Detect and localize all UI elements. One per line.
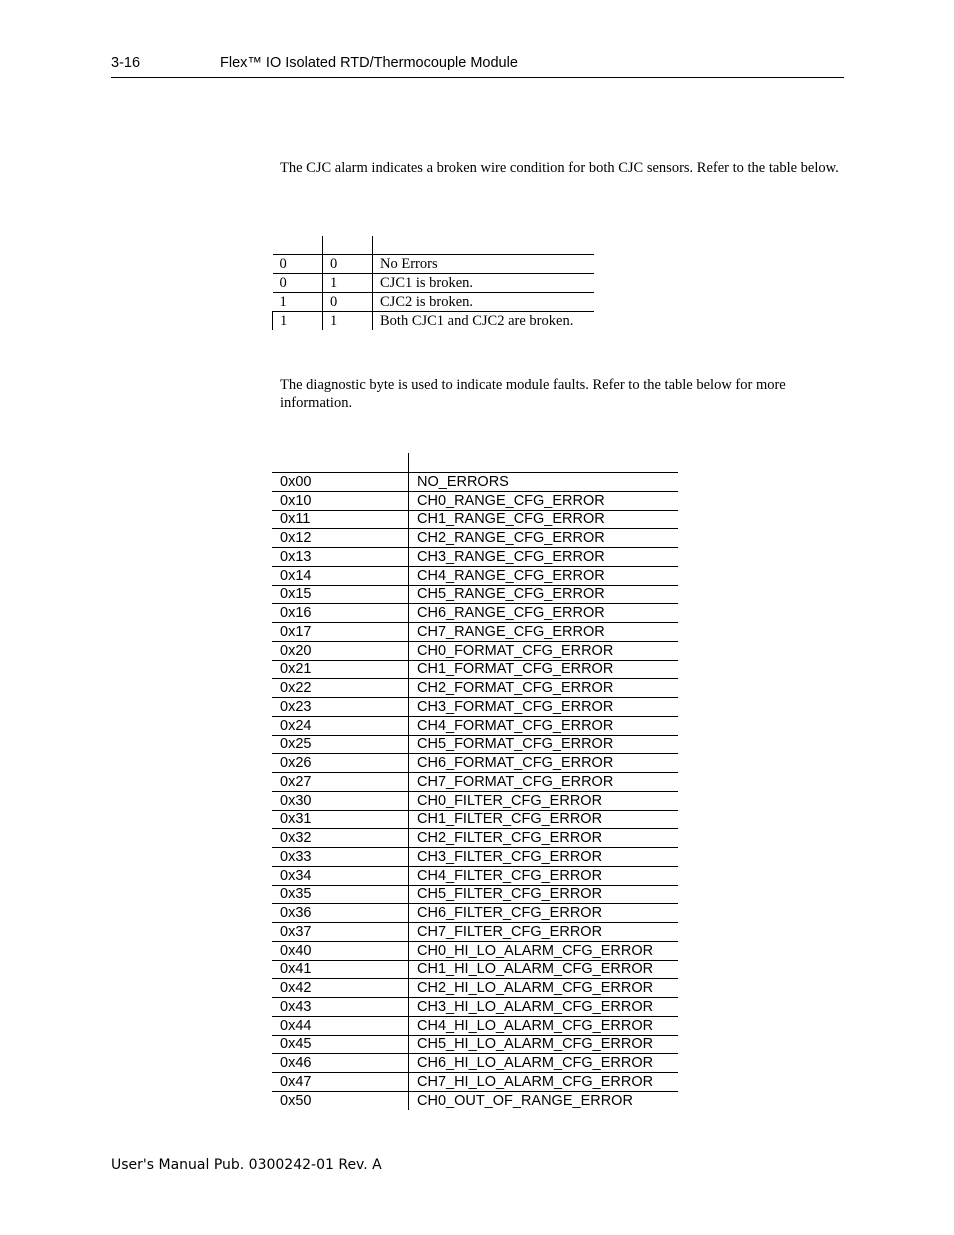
diag-error-name-cell: CH7_RANGE_CFG_ERROR <box>409 623 679 642</box>
diag-table-header-row <box>272 453 678 473</box>
diag-error-name-cell: CH5_FILTER_CFG_ERROR <box>409 885 679 904</box>
cjc-table-row <box>273 274 595 293</box>
cjc-bit-cell: 0 <box>323 293 373 312</box>
diag-error-name-cell: CH7_FORMAT_CFG_ERROR <box>409 773 679 792</box>
diag-error-name-cell: NO_ERRORS <box>409 473 679 492</box>
cjc-description-cell: CJC1 is broken. <box>373 274 595 293</box>
diag-table-row <box>272 923 678 942</box>
diag-code-cell: 0x43 <box>272 998 409 1017</box>
diag-code-cell: 0x47 <box>272 1073 409 1092</box>
diag-error-name-cell: CH6_HI_LO_ALARM_CFG_ERROR <box>409 1054 679 1073</box>
diag-code-cell: 0x23 <box>272 698 409 717</box>
page-footer: User's Manual Pub. 0300242-01 Rev. A <box>111 1157 382 1173</box>
diag-table-row <box>272 1091 678 1109</box>
cjc-header-cell <box>373 236 595 255</box>
diag-table-row <box>272 473 678 492</box>
page-number: 3-16 <box>111 55 141 71</box>
diag-code-cell: 0x20 <box>272 641 409 660</box>
cjc-description-cell: CJC2 is broken. <box>373 293 595 312</box>
diag-code-cell: 0x35 <box>272 885 409 904</box>
diag-code-cell: 0x34 <box>272 866 409 885</box>
diag-code-cell: 0x15 <box>272 585 409 604</box>
diag-table-row <box>272 848 678 867</box>
diag-table-row <box>272 641 678 660</box>
diag-table-row <box>272 1035 678 1054</box>
diag-code-cell: 0x45 <box>272 1035 409 1054</box>
diag-error-name-cell: CH6_FORMAT_CFG_ERROR <box>409 754 679 773</box>
page-header <box>111 55 844 78</box>
diag-code-cell: 0x44 <box>272 1016 409 1035</box>
cjc-table-row <box>273 312 595 331</box>
diag-code-cell: 0x12 <box>272 529 409 548</box>
diag-code-cell: 0x26 <box>272 754 409 773</box>
diag-code-cell: 0x25 <box>272 735 409 754</box>
diag-code-cell: 0x33 <box>272 848 409 867</box>
diag-error-name-cell: CH3_FILTER_CFG_ERROR <box>409 848 679 867</box>
diag-code-cell: 0x31 <box>272 810 409 829</box>
cjc-bit-cell: 1 <box>273 293 323 312</box>
diag-table-row <box>272 998 678 1017</box>
diag-error-name-cell: CH0_FILTER_CFG_ERROR <box>409 791 679 810</box>
diag-error-name-cell: CH0_FORMAT_CFG_ERROR <box>409 641 679 660</box>
diag-code-cell: 0x40 <box>272 941 409 960</box>
diag-error-name-cell: CH2_FORMAT_CFG_ERROR <box>409 679 679 698</box>
cjc-description-cell: Both CJC1 and CJC2 are broken. <box>380 313 574 329</box>
diag-table-row <box>272 604 678 623</box>
diag-table-row <box>272 698 678 717</box>
diag-error-name-cell: CH4_HI_LO_ALARM_CFG_ERROR <box>409 1016 679 1035</box>
cjc-bit-cell: 1 <box>273 312 323 331</box>
diag-table-row <box>272 1073 678 1092</box>
diag-code-cell: 0x17 <box>272 623 409 642</box>
diag-error-name-cell: CH0_HI_LO_ALARM_CFG_ERROR <box>409 941 679 960</box>
diag-code-cell: 0x41 <box>272 960 409 979</box>
diag-table-row <box>272 791 678 810</box>
diag-table-row <box>272 510 678 529</box>
diag-code-cell: 0x30 <box>272 791 409 810</box>
diag-error-name-cell: CH2_FILTER_CFG_ERROR <box>409 829 679 848</box>
diag-code-cell: 0x50 <box>272 1091 409 1109</box>
diag-error-name-cell: CH5_RANGE_CFG_ERROR <box>409 585 679 604</box>
diag-error-name-cell: CH5_FORMAT_CFG_ERROR <box>409 735 679 754</box>
diagnostic-table-body <box>272 453 678 1110</box>
cjc-header-cell <box>273 236 323 255</box>
diag-table-row <box>272 1016 678 1035</box>
cjc-bit-cell: 1 <box>323 274 373 293</box>
diag-code-cell: 0x10 <box>272 491 409 510</box>
diag-table-row <box>272 979 678 998</box>
cjc-header-cell <box>323 236 373 255</box>
diag-code-cell: 0x27 <box>272 773 409 792</box>
diag-error-name-cell: CH4_RANGE_CFG_ERROR <box>409 566 679 585</box>
diag-table-row <box>272 660 678 679</box>
diag-code-cell: 0x22 <box>272 679 409 698</box>
diag-code-cell: 0x11 <box>272 510 409 529</box>
diag-table-row <box>272 829 678 848</box>
diag-table-row <box>272 679 678 698</box>
cjc-bit-cell: 0 <box>273 274 323 293</box>
diag-error-name-cell: CH1_FILTER_CFG_ERROR <box>409 810 679 829</box>
cjc-table-header-row <box>273 236 595 255</box>
diag-code-cell: 0x21 <box>272 660 409 679</box>
diag-table-row <box>272 866 678 885</box>
diag-error-name-cell: CH3_HI_LO_ALARM_CFG_ERROR <box>409 998 679 1017</box>
diag-error-name-cell: CH6_RANGE_CFG_ERROR <box>409 604 679 623</box>
diag-table-row <box>272 735 678 754</box>
diag-table-row <box>272 585 678 604</box>
cjc-table-row <box>273 255 595 274</box>
diagnostic-byte-paragraph: The diagnostic byte is used to indicate module faults. Refer to the table below for more information. <box>280 377 786 411</box>
diag-table-row <box>272 941 678 960</box>
diag-code-cell: 0x46 <box>272 1054 409 1073</box>
diag-table-row <box>272 529 678 548</box>
diag-code-cell: 0x32 <box>272 829 409 848</box>
diag-error-name-cell: CH2_RANGE_CFG_ERROR <box>409 529 679 548</box>
diag-table-row <box>272 491 678 510</box>
cjc-alarm-paragraph: The CJC alarm indicates a broken wire condition for both CJC sensors. Refer to the table below. <box>280 160 839 176</box>
cjc-alarm-table <box>272 236 594 330</box>
diag-error-name-cell: CH4_FILTER_CFG_ERROR <box>409 866 679 885</box>
diag-error-name-cell: CH7_FILTER_CFG_ERROR <box>409 923 679 942</box>
diag-code-cell: 0x14 <box>272 566 409 585</box>
cjc-description-cell: No Errors <box>373 255 595 274</box>
diag-code-cell: 0x37 <box>272 923 409 942</box>
diag-table-row <box>272 810 678 829</box>
diagnostic-code-table <box>272 453 678 1110</box>
diag-error-name-cell: CH1_FORMAT_CFG_ERROR <box>409 660 679 679</box>
cjc-bit-cell: 0 <box>323 255 373 274</box>
diag-code-cell: 0x42 <box>272 979 409 998</box>
diag-table-row <box>272 904 678 923</box>
cjc-table-row <box>273 293 595 312</box>
diag-code-cell: 0x24 <box>272 716 409 735</box>
diag-error-name-cell: CH0_OUT_OF_RANGE_ERROR <box>417 1092 633 1109</box>
diag-code-cell: 0x00 <box>272 473 409 492</box>
diag-table-row <box>272 754 678 773</box>
diag-header-cell <box>409 453 679 473</box>
cjc-bit-cell: 0 <box>273 255 323 274</box>
diag-error-name-cell: CH7_HI_LO_ALARM_CFG_ERROR <box>409 1073 679 1092</box>
cjc-table-body <box>273 236 595 330</box>
diag-error-name-cell: CH0_RANGE_CFG_ERROR <box>409 491 679 510</box>
diag-code-cell: 0x13 <box>272 548 409 567</box>
diag-code-cell: 0x16 <box>272 604 409 623</box>
diag-table-row <box>272 885 678 904</box>
diag-header-cell <box>272 453 409 473</box>
diag-table-row <box>272 1054 678 1073</box>
diag-error-name-cell: CH5_HI_LO_ALARM_CFG_ERROR <box>409 1035 679 1054</box>
diag-error-name-cell: CH1_HI_LO_ALARM_CFG_ERROR <box>409 960 679 979</box>
running-title: Flex™ IO Isolated RTD/Thermocouple Module <box>220 55 518 71</box>
cjc-bit-cell: 1 <box>323 312 373 331</box>
diag-error-name-cell: CH4_FORMAT_CFG_ERROR <box>409 716 679 735</box>
diag-table-row <box>272 566 678 585</box>
diag-table-row <box>272 773 678 792</box>
diag-table-row <box>272 623 678 642</box>
diag-error-name-cell: CH3_FORMAT_CFG_ERROR <box>409 698 679 717</box>
diag-table-row <box>272 960 678 979</box>
diag-table-row <box>272 716 678 735</box>
diag-error-name-cell: CH3_RANGE_CFG_ERROR <box>409 548 679 567</box>
diag-code-cell: 0x36 <box>272 904 409 923</box>
diag-error-name-cell: CH2_HI_LO_ALARM_CFG_ERROR <box>409 979 679 998</box>
diag-error-name-cell: CH6_FILTER_CFG_ERROR <box>409 904 679 923</box>
diag-error-name-cell: CH1_RANGE_CFG_ERROR <box>409 510 679 529</box>
diag-table-row <box>272 548 678 567</box>
